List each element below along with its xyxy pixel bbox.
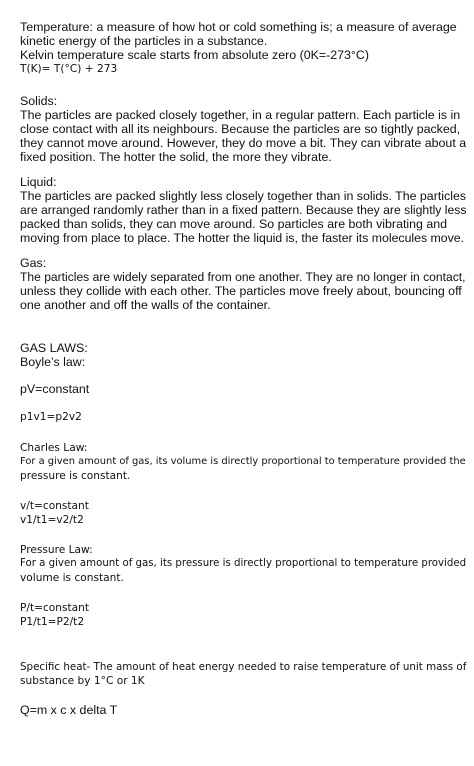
gas-line-3: one another and off the walls of the container. bbox=[20, 298, 271, 312]
gas-laws-heading: GAS LAWS: bbox=[20, 341, 88, 355]
boyles-law-formula-2: p1v1=p2v2 bbox=[20, 411, 82, 423]
temperature-formula: T(K)= T(°C) + 273 bbox=[20, 63, 118, 75]
charles-law-title: Charles Law: bbox=[20, 442, 88, 454]
pressure-law-formula-2: P1/t1=P2/t2 bbox=[20, 616, 85, 628]
solids-line-3: they cannot move around. However, they do move a bit. They can vibrate about a bbox=[20, 136, 467, 150]
charles-law-formula-2: v1/t1=v2/t2 bbox=[20, 514, 84, 526]
liquid-heading: Liquid: bbox=[20, 175, 57, 189]
temperature-line-2: kinetic energy of the particles in a substance. bbox=[20, 34, 268, 48]
specific-heat-formula: Q=m x c x delta T bbox=[20, 703, 118, 717]
pressure-law-line-1: For a given amount of gas, its pressure is directly proportional to temperature provided bbox=[20, 558, 467, 569]
charles-law-line-2: pressure is constant. bbox=[20, 470, 131, 482]
charles-law-formula-1: v/t=constant bbox=[20, 500, 89, 512]
solids-heading: Solids: bbox=[20, 94, 58, 108]
liquid-line-3: packed than solids, they can move around. So particles are both vibrating and bbox=[20, 217, 448, 231]
specific-heat-line-2: substance by 1°C or 1K bbox=[20, 675, 145, 687]
temperature-line-1: Temperature: a measure of how hot or cold something is; a measure of average bbox=[20, 20, 457, 34]
specific-heat-line-1: Specific heat- The amount of heat energy needed to raise temperature of unit mass of bbox=[20, 661, 467, 673]
pressure-law-line-2: volume is constant. bbox=[20, 572, 124, 584]
gas-heading: Gas: bbox=[20, 256, 47, 270]
liquid-line-4: moving from place to place. The hotter the liquid is, the faster its molecules move. bbox=[20, 231, 465, 245]
solids-line-2: close contact with all its neighbours. Because the particles are so tightly packed, bbox=[20, 122, 461, 136]
charles-law-line-1: For a given amount of gas, its volume is directly proportional to temperature provided the bbox=[20, 456, 466, 467]
liquid-line-2: are arranged randomly rather than in a fixed pattern. Because they are slightly less bbox=[20, 203, 467, 217]
liquid-line-1: The particles are packed slightly less closely together than in solids. The particles bbox=[20, 189, 467, 203]
solids-line-4: fixed position. The hotter the solid, the more they vibrate. bbox=[20, 150, 332, 164]
gas-line-1: The particles are widely separated from one another. They are no longer in contact, bbox=[20, 270, 466, 284]
temperature-line-3: Kelvin temperature scale starts from absolute zero (0K=-273°C) bbox=[20, 48, 369, 62]
pressure-law-formula-1: P/t=constant bbox=[20, 602, 90, 614]
boyles-law-title: Boyle’s law: bbox=[20, 355, 86, 369]
pressure-law-title: Pressure Law: bbox=[20, 544, 93, 556]
gas-line-2: unless they collide with each other. The particles move freely about, bouncing off bbox=[20, 284, 462, 298]
boyles-law-formula-1: pV=constant bbox=[20, 382, 90, 396]
solids-line-1: The particles are packed closely together, in a regular pattern. Each particle is in bbox=[20, 108, 461, 122]
